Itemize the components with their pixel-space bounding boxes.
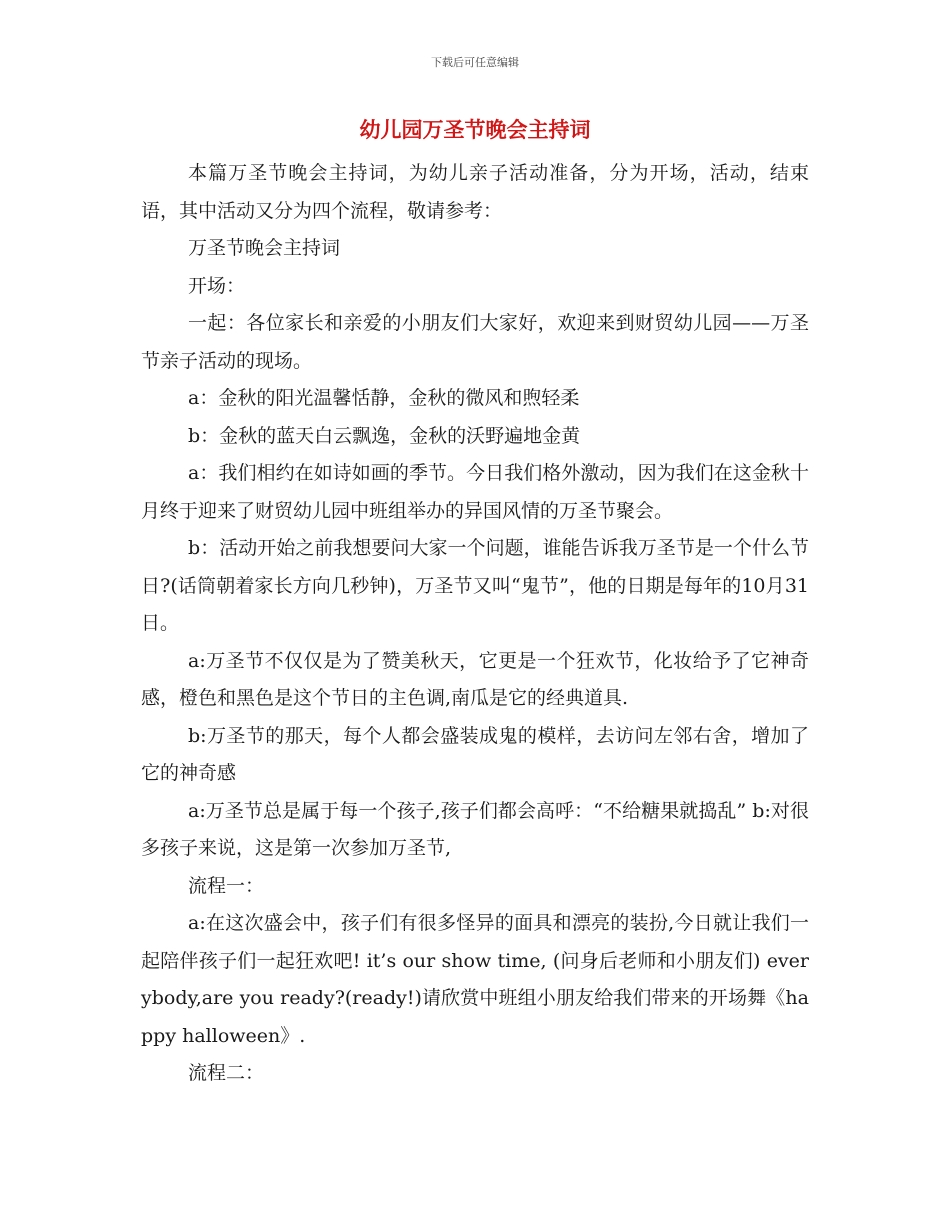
- paragraph-process-one-a: a:在这次盛会中，孩子们有很多怪异的面具和漂亮的装扮,今日就让我们一起陪伴孩子们一起狂欢吧! it’s our show time, (问身后老师和小朋友们) everybody,are you ready?(ready!)请欣赏中班组小朋友给我们带来的开场舞《happy halloween》.: [141, 912, 809, 1047]
- document-body: [141, 155, 809, 1093]
- paragraph-host-b-1: b：金秋的蓝天白云飘逸，金秋的沃野遍地金黄: [188, 424, 581, 447]
- paragraph-host-b-3: b:万圣节的那天，每个人都会盛装成鬼的模样，去访问左邻右舍，增加了它的神奇感: [141, 724, 809, 784]
- paragraph-host-a-4: a:万圣节总是属于每一个孩子,孩子们都会高呼：“不给糖果就捣乱” b:对很多孩子来说，这是第一次参加万圣节,: [141, 799, 809, 859]
- paragraph-opening-together: 一起：各位家长和亲爱的小朋友们大家好，欢迎来到财贸幼儿园——万圣节亲子活动的现场。: [141, 312, 809, 372]
- paragraph-subtitle: 万圣节晚会主持词: [188, 237, 341, 259]
- page-header: 下载后可任意编辑: [431, 56, 519, 69]
- paragraph-host-a-3: a:万圣节不仅仅是为了赞美秋天，它更是一个狂欢节，化妆给予了它神奇感，橙色和黑色是这个节日的主色调,南瓜是它的经典道具.: [141, 649, 809, 709]
- paragraph-host-a-2: a：我们相约在如诗如画的季节。今日我们格外激动，因为我们在这金秋十月终于迎来了财贸幼儿园中班组举办的异国风情的万圣节聚会。: [141, 462, 809, 522]
- paragraph-opening-heading: 开场：: [188, 274, 246, 297]
- paragraph-intro: 本篇万圣节晚会主持词，为幼儿亲子活动准备，分为开场，活动，结束语，其中活动又分为四个流程，敬请参考：: [141, 162, 809, 222]
- paragraph-host-b-2: b：活动开始之前我想要问大家一个问题，谁能告诉我万圣节是一个什么节日?(话筒朝着家长方向几秒钟)，万圣节又叫“鬼节”，他的日期是每年的10月31日。: [141, 537, 809, 634]
- paragraph-process-two-heading: 流程二：: [188, 1062, 265, 1084]
- document-title: 幼儿园万圣节晚会主持词: [359, 118, 591, 142]
- paragraph-host-a-1: a：金秋的阳光温馨恬静，金秋的微风和煦轻柔: [188, 387, 580, 409]
- paragraph-process-one-heading: 流程一：: [188, 874, 265, 897]
